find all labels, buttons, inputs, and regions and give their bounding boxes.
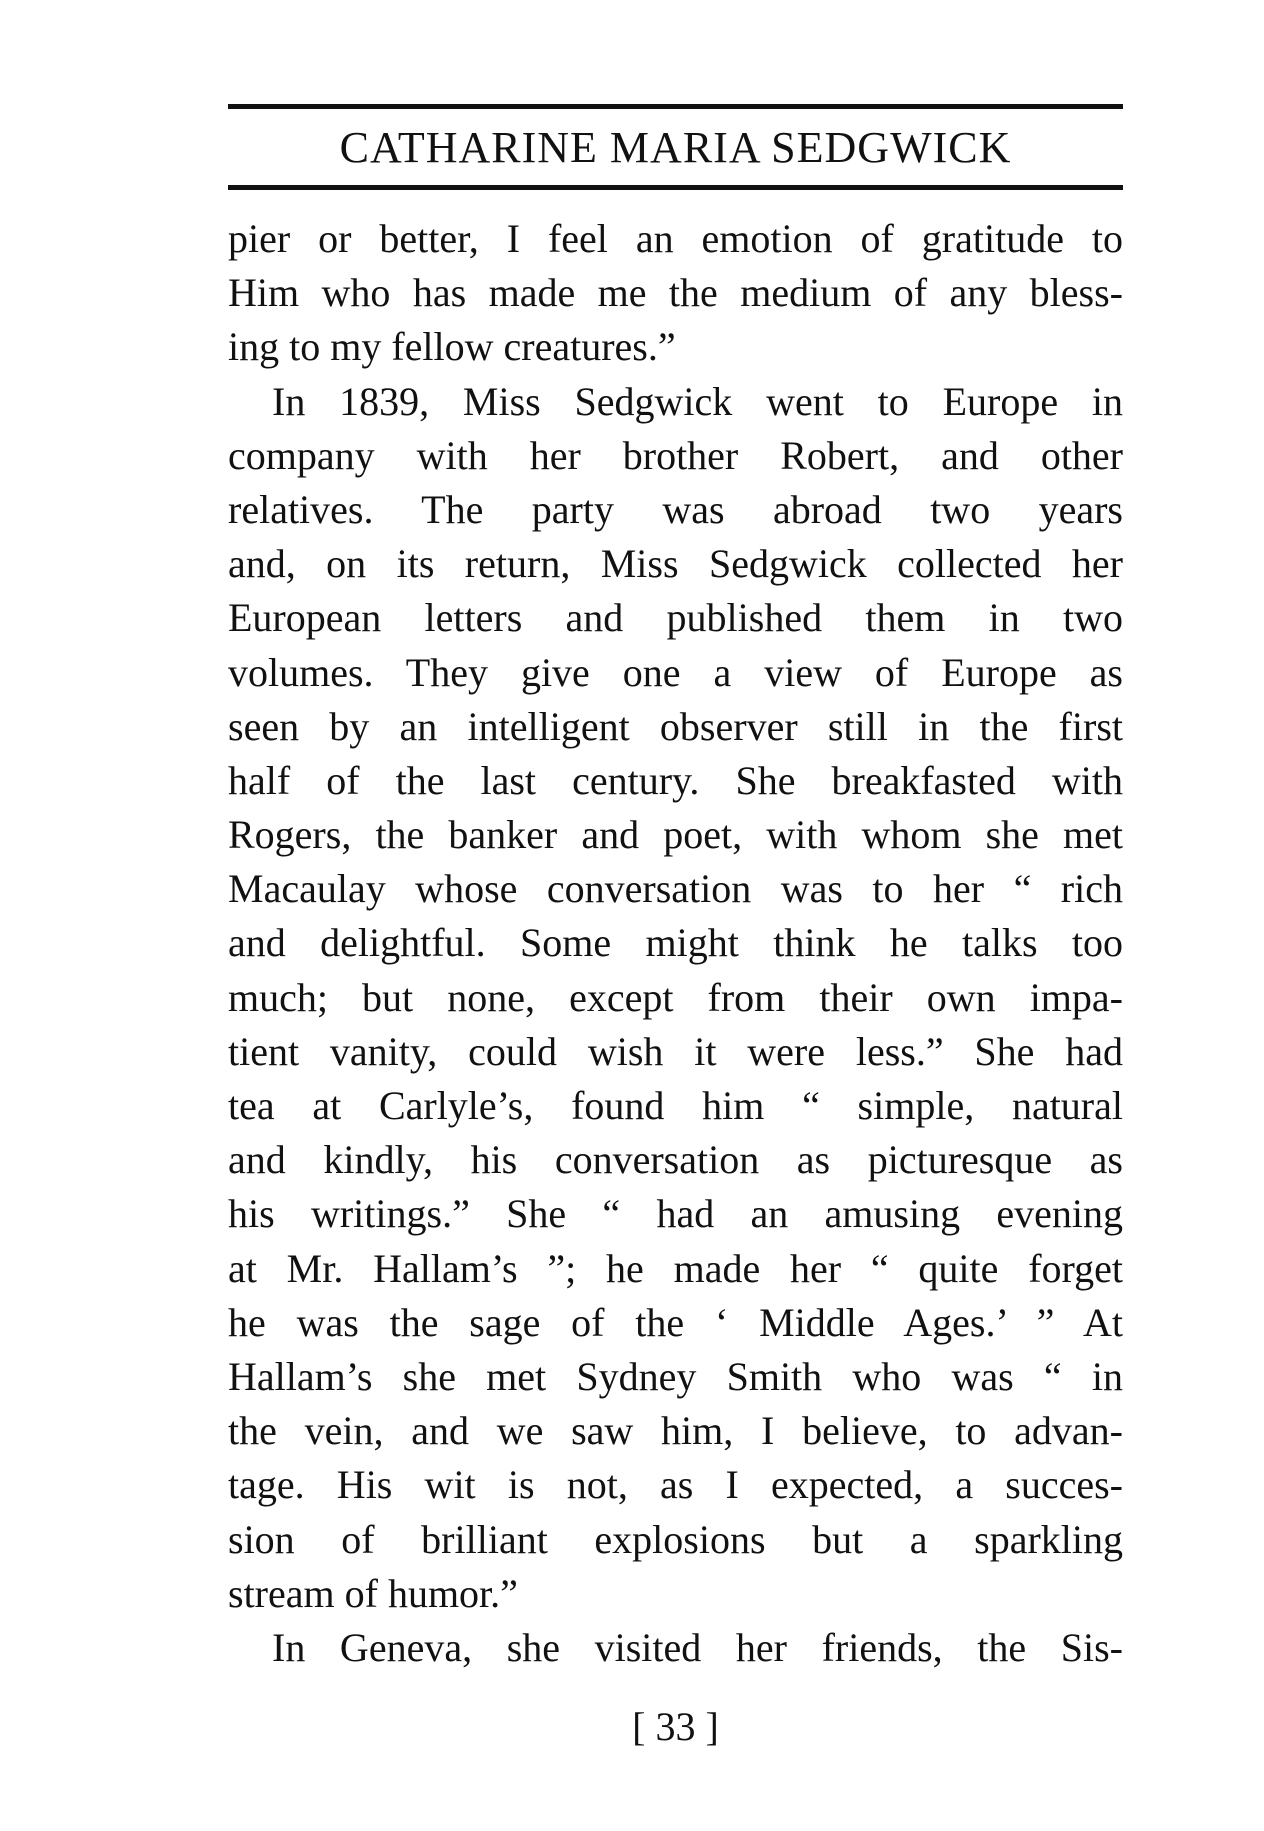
text-line: and delightful. Some might think he talks too: [228, 920, 1123, 966]
text-line: at Mr. Hallam’s ”; he made her “ quite forget: [228, 1245, 1123, 1291]
text-line: In Geneva, she visited her friends, the Sis-: [272, 1624, 1123, 1670]
text-line: pier or better, I feel an emotion of gratitude to: [228, 216, 1123, 261]
text-line: and, on its return, Miss Sedgwick collected her: [228, 541, 1123, 587]
text-line: volumes. They give one a view of Europe as: [228, 649, 1123, 695]
text-line: European letters and published them in two: [228, 595, 1123, 641]
body-text: [228, 212, 1123, 1675]
text-line: tient vanity, could wish it were less.” She had: [228, 1028, 1123, 1074]
text-line: seen by an intelligent observer still in the first: [228, 703, 1123, 749]
header-rule-bottom: [228, 185, 1123, 190]
text-line: stream of humor.”: [228, 1570, 518, 1616]
text-line: In 1839, Miss Sedgwick went to Europe in: [272, 378, 1123, 424]
header-rule-top: [228, 104, 1123, 109]
text-line: much; but none, except from their own impa-: [228, 974, 1123, 1020]
text-line: half of the last century. She breakfasted with: [228, 757, 1123, 803]
text-line: tea at Carlyle’s, found him “ simple, natural: [228, 1083, 1123, 1128]
text-line: company with her brother Robert, and other: [228, 432, 1123, 478]
text-line: Rogers, the banker and poet, with whom she met: [228, 812, 1123, 858]
page-number: [ 33 ]: [632, 1704, 719, 1749]
running-title: CATHARINE MARIA SEDGWICK: [339, 123, 1012, 172]
text-line: relatives. The party was abroad two years: [228, 486, 1123, 532]
text-line: the vein, and we saw him, I believe, to advan-: [228, 1408, 1123, 1454]
text-line: Macaulay whose conversation was to her “ rich: [228, 866, 1123, 912]
text-line: his writings.” She “ had an amusing evening: [228, 1191, 1123, 1237]
text-line: ing to my fellow creatures.”: [228, 324, 676, 370]
text-line: he was the sage of the ‘ Middle Ages.’ ” At: [228, 1299, 1123, 1345]
text-line: and kindly, his conversation as picturesque as: [228, 1137, 1123, 1183]
text-line: Him who has made me the medium of any bless-: [228, 270, 1123, 316]
text-line: Hallam’s she met Sydney Smith who was “ in: [228, 1353, 1123, 1399]
text-line: tage. His wit is not, as I expected, a succes-: [228, 1462, 1123, 1508]
text-line: sion of brilliant explosions but a sparkling: [228, 1516, 1123, 1562]
